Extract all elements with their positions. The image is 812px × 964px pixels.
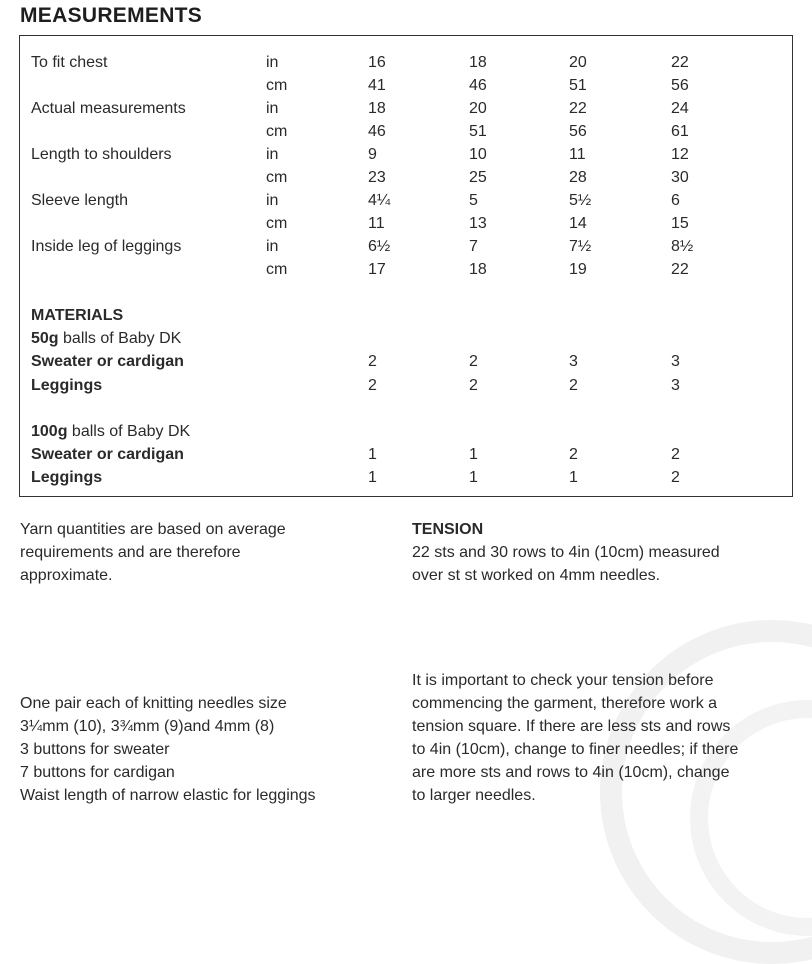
value: 3 bbox=[671, 353, 680, 370]
value: 20 bbox=[469, 100, 487, 117]
value: 28 bbox=[569, 169, 587, 186]
value: 22 bbox=[671, 261, 689, 278]
measurements-table bbox=[19, 35, 793, 497]
value: 2 bbox=[569, 377, 578, 394]
value: 12 bbox=[671, 146, 689, 163]
row-label: Actual measurements bbox=[31, 100, 186, 117]
text-line: 3¼mm (10), 3¾mm (9)and 4mm (8) bbox=[20, 718, 275, 735]
value: 2 bbox=[569, 446, 578, 463]
row-label: Sweater or cardigan bbox=[31, 353, 184, 370]
yarn-description: balls of Baby DK bbox=[58, 330, 182, 347]
text-line: 7 buttons for cardigan bbox=[20, 764, 175, 781]
text-line: 3 buttons for sweater bbox=[20, 741, 170, 758]
value: 18 bbox=[469, 54, 487, 71]
value: 2 bbox=[671, 446, 680, 463]
value: 17 bbox=[368, 261, 386, 278]
value: 7½ bbox=[569, 238, 592, 255]
value: 2 bbox=[671, 469, 680, 486]
text-line: One pair each of knitting needles size bbox=[20, 695, 287, 712]
value: 3 bbox=[569, 353, 578, 370]
value: 20 bbox=[569, 54, 587, 71]
value: 6 bbox=[671, 192, 680, 209]
page-title: MEASUREMENTS bbox=[20, 4, 203, 27]
unit-in: in bbox=[266, 54, 279, 71]
value: 61 bbox=[671, 123, 689, 140]
text-line: Waist length of narrow elastic for leggings bbox=[20, 787, 316, 804]
text-line: to larger needles. bbox=[412, 787, 536, 804]
text-line: approximate. bbox=[20, 567, 113, 584]
value: 1 bbox=[469, 469, 478, 486]
tension-block bbox=[412, 518, 807, 587]
value: 11 bbox=[569, 146, 586, 163]
unit-in: in bbox=[266, 146, 279, 163]
text-line: requirements and are therefore bbox=[20, 544, 241, 561]
value: 2 bbox=[368, 353, 377, 370]
row-label: Sweater or cardigan bbox=[31, 446, 184, 463]
row-label: To fit chest bbox=[31, 54, 108, 71]
value: 3 bbox=[671, 377, 680, 394]
yarn-type-100g bbox=[31, 422, 190, 442]
value: 4¼ bbox=[368, 192, 391, 209]
yarn-weight: 50g bbox=[31, 330, 59, 347]
value: 56 bbox=[671, 77, 689, 94]
row-label: Leggings bbox=[31, 377, 103, 394]
value: 24 bbox=[671, 100, 689, 117]
value: 30 bbox=[671, 169, 689, 186]
value: 18 bbox=[469, 261, 487, 278]
value: 1 bbox=[469, 446, 478, 463]
unit-cm: cm bbox=[266, 261, 288, 278]
row-label: Length to shoulders bbox=[31, 146, 172, 163]
value: 15 bbox=[671, 215, 689, 232]
text-line: over st st worked on 4mm needles. bbox=[412, 567, 661, 584]
materials-heading: MATERIALS bbox=[31, 307, 124, 324]
value: 2 bbox=[469, 377, 478, 394]
unit-cm: cm bbox=[266, 215, 288, 232]
text-line: tension square. If there are less sts and rows bbox=[412, 718, 731, 735]
value: 14 bbox=[569, 215, 587, 232]
text-line: Yarn quantities are based on average bbox=[20, 521, 286, 538]
value: 16 bbox=[368, 54, 386, 71]
text-line: are more sts and rows to 4in (10cm), change bbox=[412, 764, 730, 781]
value: 22 bbox=[671, 54, 689, 71]
value: 10 bbox=[469, 146, 487, 163]
value: 22 bbox=[569, 100, 587, 117]
value: 8½ bbox=[671, 238, 694, 255]
value: 9 bbox=[368, 146, 377, 163]
text-line: commencing the garment, therefore work a bbox=[412, 695, 718, 712]
row-label: Inside leg of leggings bbox=[31, 238, 182, 255]
value: 5 bbox=[469, 192, 478, 209]
yarn-description: balls of Baby DK bbox=[67, 423, 191, 440]
value: 56 bbox=[569, 123, 587, 140]
value: 18 bbox=[368, 100, 386, 117]
value: 25 bbox=[469, 169, 487, 186]
tension-heading: TENSION bbox=[412, 521, 484, 538]
value: 13 bbox=[469, 215, 487, 232]
value: 11 bbox=[368, 215, 385, 232]
value: 7 bbox=[469, 238, 478, 255]
unit-in: in bbox=[266, 238, 279, 255]
yarn-type-50g bbox=[31, 329, 181, 349]
value: 1 bbox=[569, 469, 578, 486]
tension-advice bbox=[412, 669, 807, 807]
value: 1 bbox=[368, 469, 377, 486]
value: 2 bbox=[368, 377, 377, 394]
value: 46 bbox=[469, 77, 487, 94]
row-label: Leggings bbox=[31, 469, 103, 486]
text-line: to 4in (10cm), change to finer needles; if there bbox=[412, 741, 739, 758]
value: 19 bbox=[569, 261, 587, 278]
unit-in: in bbox=[266, 192, 279, 209]
row-label: Sleeve length bbox=[31, 192, 128, 209]
unit-cm: cm bbox=[266, 123, 288, 140]
notions-list bbox=[20, 692, 405, 807]
value: 23 bbox=[368, 169, 386, 186]
text-line: 22 sts and 30 rows to 4in (10cm) measured bbox=[412, 544, 720, 561]
value: 46 bbox=[368, 123, 386, 140]
value: 2 bbox=[469, 353, 478, 370]
unit-cm: cm bbox=[266, 77, 288, 94]
value: 5½ bbox=[569, 192, 592, 209]
value: 51 bbox=[569, 77, 587, 94]
unit-cm: cm bbox=[266, 169, 288, 186]
value: 6½ bbox=[368, 238, 391, 255]
unit-in: in bbox=[266, 100, 279, 117]
text-line: It is important to check your tension before bbox=[412, 672, 714, 689]
value: 1 bbox=[368, 446, 377, 463]
yarn-note bbox=[20, 518, 400, 587]
yarn-weight: 100g bbox=[31, 423, 68, 440]
value: 41 bbox=[368, 77, 386, 94]
value: 51 bbox=[469, 123, 487, 140]
